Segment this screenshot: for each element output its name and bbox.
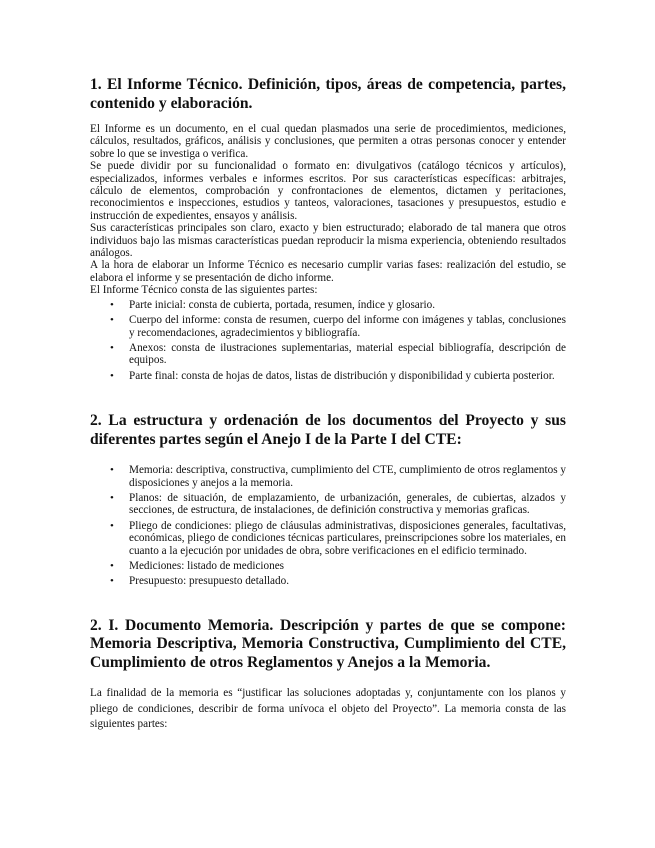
list-item xyxy=(90,575,566,587)
bullet-icon: • xyxy=(110,559,114,572)
paragraph: Se puede dividir por su funcionalidad o formato en: divulgativos (catálogo técnicos y artículos), especializados, informes verbales e informes escritos. Por sus características específicas: arbitrajes, cálculo de elementos, comprobación y confrontaciones de elementos, dictamen y peritaciones, reconocimientos e inspecciones, estudios y tanteos, valoraciones, tasaciones y presupuestos, estudio e instrucción de expedientes, ensayos y análisis. xyxy=(90,160,566,222)
bullet-icon: • xyxy=(110,575,114,588)
list-item xyxy=(90,492,566,517)
list-item-text: Pliego de condiciones: pliego de cláusulas administrativas, disposiciones generales, facultativas, económicas, pliego de condiciones técnicas particulares, preinscripciones sobre los materiales, en cuanto a la ejecución por unidades de obra, sobre verificaciones en el edificio terminado. xyxy=(129,519,566,557)
section-3-title: 2. I. Documento Memoria. Descripción y partes de que se compone: Memoria Descriptiva, Memoria Constructiva, Cumplimiento del CTE, Cumplimiento de otros Reglamentos y Anejos a la Memoria. xyxy=(90,616,566,671)
list-item xyxy=(90,464,566,489)
list-item xyxy=(90,314,566,339)
bullet-icon: • xyxy=(110,491,114,504)
bullet-icon: • xyxy=(110,298,114,311)
bullet-icon: • xyxy=(110,341,114,354)
list-item-text: Presupuesto: presupuesto detallado. xyxy=(129,575,290,588)
bullet-icon: • xyxy=(110,519,114,532)
section-2-documents-list xyxy=(90,464,566,588)
list-item xyxy=(90,560,566,572)
section-1-parts-list xyxy=(90,299,566,382)
bullet-icon: • xyxy=(110,464,114,477)
paragraph: El Informe es un documento, en el cual quedan plasmados una serie de procedimientos, mediciones, cálculos, resultados, gráficos, análisis y conclusiones, que permiten a otras personas conocer y entender sobre lo que se investiga o verifica. xyxy=(90,123,566,160)
list-item xyxy=(90,299,566,311)
list-item-text: Parte inicial: consta de cubierta, portada, resumen, índice y glosario. xyxy=(129,298,435,311)
document-page xyxy=(90,76,566,733)
list-item xyxy=(90,520,566,557)
list-item-text: Mediciones: listado de mediciones xyxy=(129,559,285,572)
section-1-body xyxy=(90,123,566,297)
list-item-text: Cuerpo del informe: consta de resumen, cuerpo del informe con imágenes y tablas, conclusiones y recomendaciones, agradecimientos y bibliografía. xyxy=(129,314,566,339)
bullet-icon: • xyxy=(110,369,114,382)
paragraph: Sus características principales son claro, exacto y bien estructurado; elaborado de tal manera que otros individuos bajo las mismas características puedan reproducir la misma experiencia, obteniendo resultados análogos. xyxy=(90,222,566,260)
list-item-text: Parte final: consta de hojas de datos, listas de distribución y disponibilidad y cubierta posterior. xyxy=(129,369,555,382)
memoria-paragraph: La finalidad de la memoria es “justificar las soluciones adoptadas y, conjuntamente con los planos y pliego de condiciones, describir de forma unívoca el objeto del Proyecto”. La memoria consta de las siguientes partes: xyxy=(90,687,566,731)
list-item-text: Memoria: descriptiva, constructiva, cumplimiento del CTE, cumplimiento de otros reglamentos y disposiciones y anejos a la memoria. xyxy=(129,464,566,489)
bullet-icon: • xyxy=(110,314,114,327)
section-1-title: 1. El Informe Técnico. Definición, tipos, áreas de competencia, partes, contenido y elaboración. xyxy=(90,76,566,112)
list-item-text: Anexos: consta de ilustraciones suplementarias, material especial bibliografía, descripción de equipos. xyxy=(129,341,566,367)
list-item xyxy=(90,370,566,382)
paragraph: A la hora de elaborar un Informe Técnico es necesario cumplir varias fases: realización del estudio, se elabora el informe y se presentación de dicho informe. xyxy=(90,259,566,284)
section-2-title: 2. La estructura y ordenación de los documentos del Proyecto y sus diferentes partes según el Anejo I de la Parte I del CTE: xyxy=(90,412,566,448)
list-item xyxy=(90,342,566,367)
paragraph: El Informe Técnico consta de las siguientes partes: xyxy=(90,284,318,297)
list-item-text: Planos: de situación, de emplazamiento, de urbanización, generales, de cubiertas, alzados y secciones, de estructura, de instalaciones, de definición constructiva y memorias graficas. xyxy=(129,491,566,517)
